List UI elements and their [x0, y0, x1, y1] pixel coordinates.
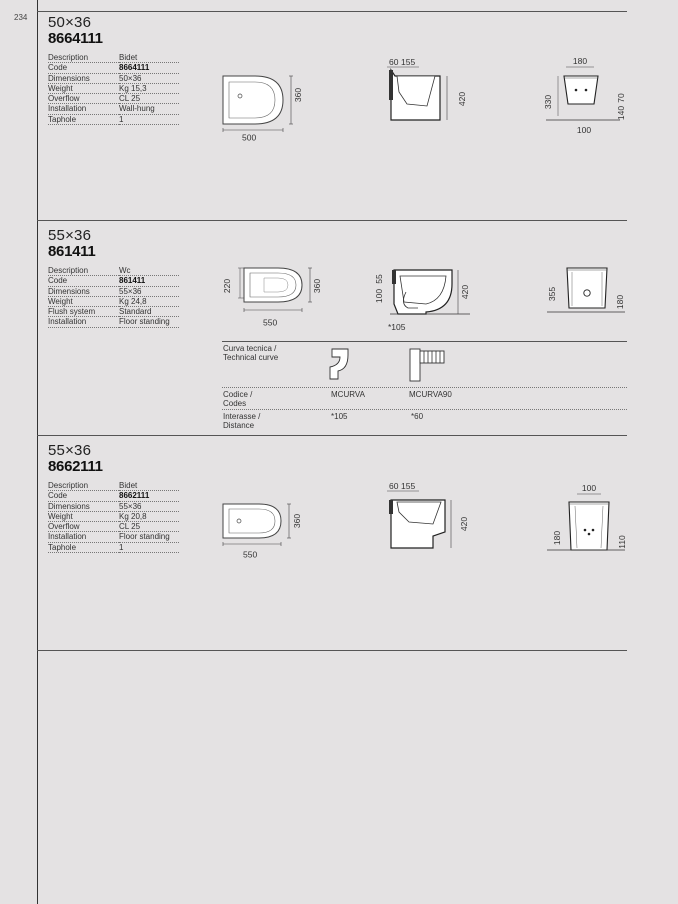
spec-value: 8664111: [119, 63, 179, 73]
curve-title: Curva tecnica / Technical curve: [223, 344, 279, 362]
spec-table: [48, 266, 179, 328]
spec-label: Weight: [48, 83, 119, 93]
curve-code: MCURVA: [331, 390, 365, 399]
spec-row: [48, 73, 179, 83]
spec-label: Code: [48, 491, 119, 501]
spec-value: Wall-hung: [119, 104, 179, 114]
spec-row: [48, 94, 179, 104]
dim-top-depth: 550: [243, 549, 258, 560]
spec-row: [48, 266, 179, 276]
side-view-drawing-1: [385, 56, 475, 128]
spec-value: 55×36: [119, 501, 179, 511]
spec-row: [48, 542, 179, 552]
curve-divider: [222, 409, 627, 410]
spec-table: [48, 481, 179, 553]
divider-top: [37, 11, 627, 12]
dim-front-bottom: 100: [576, 125, 592, 135]
spec-label: Overflow: [48, 522, 119, 532]
spec-value: Kg 15,3: [119, 83, 179, 93]
dim-front-right: 110: [617, 535, 627, 549]
spec-value: Kg 20,8: [119, 511, 179, 521]
margin-rule: [37, 0, 38, 904]
spec-row: [48, 481, 179, 491]
spec-value: Kg 24,8: [119, 296, 179, 306]
spec-table: [48, 53, 179, 125]
spec-value: 1: [119, 542, 179, 552]
dim-top-width: 360: [292, 513, 302, 529]
spec-row: [48, 83, 179, 93]
spec-value: 8662111: [119, 491, 179, 501]
spec-label: Dimensions: [48, 73, 119, 83]
spec-value: Standard: [119, 307, 179, 317]
dim-front-left: 180: [552, 530, 562, 546]
product-block-2: [48, 228, 179, 328]
spec-row: [48, 501, 179, 511]
spec-value: Floor standing: [119, 532, 179, 542]
dim-top-width: 360: [312, 278, 322, 294]
front-view-drawing-3: [545, 480, 630, 552]
dim-side-b: 100: [374, 288, 384, 304]
dim-front-left: 330: [543, 94, 553, 110]
curve-distance: *60: [411, 412, 424, 421]
spec-label: Installation: [48, 104, 119, 114]
spec-row: [48, 63, 179, 73]
spec-value: 50×36: [119, 73, 179, 83]
curve-elbow90-icon: [404, 345, 450, 385]
spec-value: Bidet: [119, 53, 179, 63]
dim-side-a: 60: [389, 481, 399, 491]
product-code: 8662111: [48, 458, 103, 475]
product-size: 50×36: [48, 14, 92, 31]
dim-top-width: 360: [293, 87, 303, 103]
dim-side-bottom: *105: [388, 322, 406, 332]
spec-value: Wc: [119, 266, 179, 276]
front-view-drawing-1: [540, 56, 630, 136]
spec-row: [48, 104, 179, 114]
page-number: 234: [14, 13, 28, 22]
spec-label: Code: [48, 63, 119, 73]
dim-front-right-a: 140: [616, 105, 626, 121]
spec-label: Taphole: [48, 542, 119, 552]
divider-2: [37, 435, 627, 436]
spec-row: [48, 276, 179, 286]
curve-code: MCURVA90: [409, 390, 452, 399]
spec-label: Description: [48, 53, 119, 63]
product-block-1: [48, 15, 179, 125]
spec-row: [48, 491, 179, 501]
dim-front-top: 180: [572, 56, 588, 66]
dim-side-a: 60: [389, 57, 399, 67]
spec-value: Floor standing: [119, 317, 179, 327]
spec-label: Installation: [48, 532, 119, 542]
dim-top-depth: 500: [242, 132, 257, 143]
spec-row: [48, 286, 179, 296]
curve-rule: [222, 341, 627, 342]
top-view-drawing-1: [215, 68, 310, 143]
spec-label: Dimensions: [48, 501, 119, 511]
spec-row: [48, 296, 179, 306]
side-view-drawing-2: [370, 264, 480, 336]
spec-label: Overflow: [48, 94, 119, 104]
distance-label: Interasse / Distance: [223, 412, 261, 430]
product-size: 55×36: [48, 442, 92, 459]
spec-row: [48, 114, 179, 124]
spec-label: Taphole: [48, 114, 119, 124]
front-view-drawing-2: [545, 264, 630, 324]
spec-label: Weight: [48, 296, 119, 306]
side-view-drawing-3: [385, 480, 475, 552]
spec-row: [48, 532, 179, 542]
spec-value: 861411: [119, 276, 179, 286]
product-block-3: [48, 443, 179, 553]
spec-label: Description: [48, 481, 119, 491]
spec-row: [48, 511, 179, 521]
spec-value: CL 25: [119, 94, 179, 104]
product-code: 861411: [48, 243, 96, 260]
dim-front-right-b: 70: [616, 93, 626, 103]
dim-side-a: 55: [374, 274, 384, 284]
dim-side-b: 155: [401, 481, 416, 491]
spec-row: [48, 307, 179, 317]
divider-3: [37, 650, 627, 651]
spec-row: [48, 317, 179, 327]
spec-value: 55×36: [119, 286, 179, 296]
dim-front-right: 180: [615, 294, 625, 310]
spec-label: Code: [48, 276, 119, 286]
dim-side-height: 420: [457, 91, 467, 107]
dim-top-left: 220: [222, 278, 232, 294]
spec-label: Flush system: [48, 307, 119, 317]
dim-side-height: 420: [460, 284, 470, 300]
codes-label: Codice / Codes: [223, 390, 253, 408]
spec-label: Description: [48, 266, 119, 276]
top-view-drawing-2: [218, 264, 328, 332]
dim-front-left: 355: [547, 286, 557, 302]
spec-row: [48, 522, 179, 532]
product-code: 8664111: [48, 30, 103, 47]
spec-label: Weight: [48, 511, 119, 521]
curve-divider: [222, 387, 627, 388]
dim-side-height: 420: [459, 516, 469, 532]
curve-elbow-icon: [326, 345, 356, 383]
dim-front-top: 100: [581, 483, 597, 493]
spec-row: [48, 53, 179, 63]
spec-value: Bidet: [119, 481, 179, 491]
spec-value: CL 25: [119, 522, 179, 532]
spec-value: 1: [119, 114, 179, 124]
product-size: 55×36: [48, 227, 92, 244]
dim-side-b: 155: [401, 57, 416, 67]
spec-label: Installation: [48, 317, 119, 327]
top-view-drawing-3: [215, 496, 315, 566]
dim-top-depth: 550: [263, 317, 278, 328]
divider-1: [37, 220, 627, 221]
spec-label: Dimensions: [48, 286, 119, 296]
curve-distance: *105: [331, 412, 348, 421]
